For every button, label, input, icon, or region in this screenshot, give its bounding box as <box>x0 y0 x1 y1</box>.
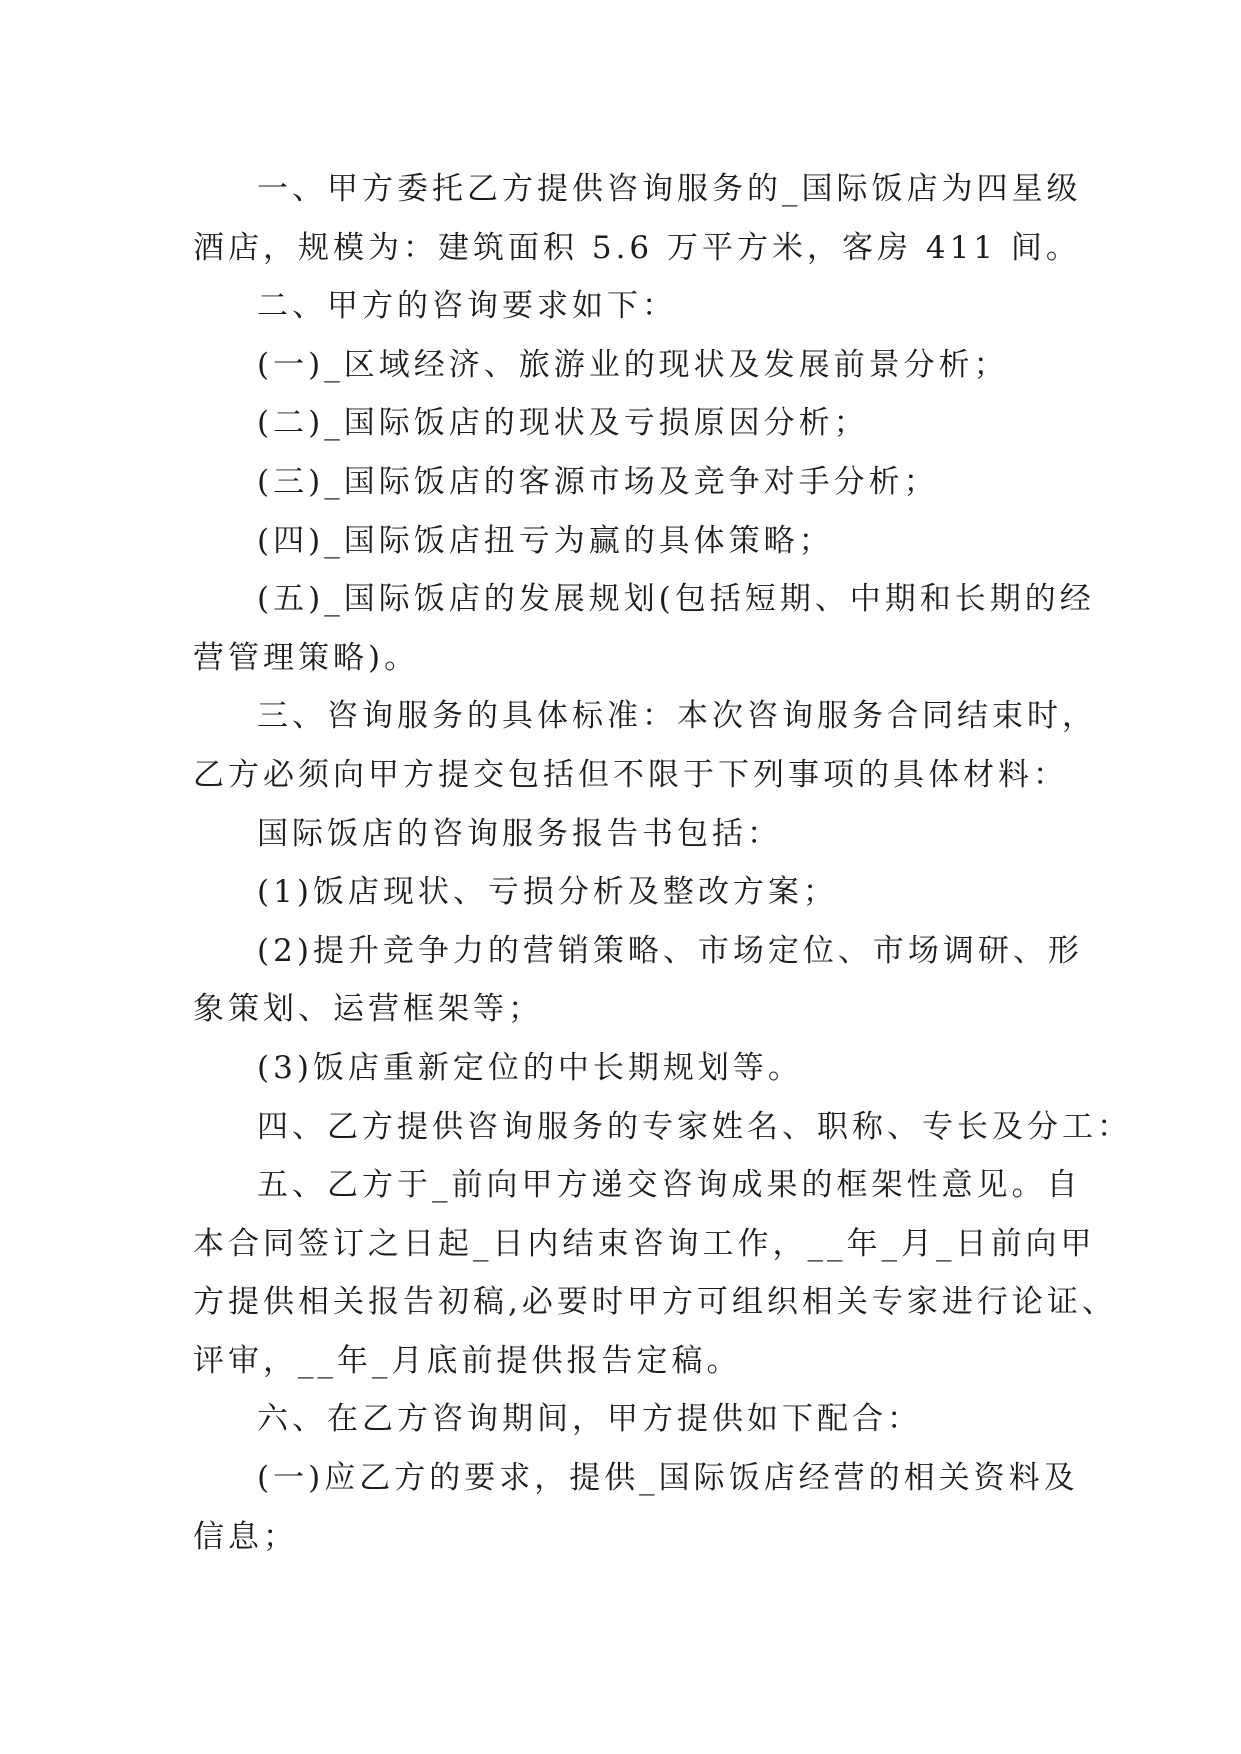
text-line: 乙方必须向甲方提交包括但不限于下列事项的具体材料： <box>193 756 1068 793</box>
document-body <box>193 160 1132 1566</box>
section-heading: 五、乙方于_前向甲方递交咨询成果的框架性意见。自 <box>257 1167 1082 1204</box>
list-item: (2)提升竞争力的营销策略、市场定位、市场调研、形 <box>257 932 1083 969</box>
list-item: (三)_国际饭店的客源市场及竞争对手分析； <box>257 463 939 500</box>
text-line: 评审，__年_月底前提供报告定稿。 <box>193 1342 742 1379</box>
section-heading: 三、咨询服务的具体标准：本次咨询服务合同结束时， <box>257 698 1097 735</box>
list-item: (二)_国际饭店的现状及亏损原因分析； <box>257 405 869 442</box>
section-heading: 四、乙方提供咨询服务的专家姓名、职称、专长及分工： <box>257 1108 1132 1145</box>
text-line: 国际饭店的咨询服务报告书包括： <box>257 815 782 852</box>
text-line: 酒店，规模为：建筑面积 5.6 万平方米，客房 411 间。 <box>193 229 1081 266</box>
section-heading: 六、在乙方咨询期间，甲方提供如下配合： <box>257 1401 922 1438</box>
list-item: (一)_区域经济、旅游业的现状及发展前景分析； <box>257 346 1009 383</box>
list-item: (四)_国际饭店扭亏为赢的具体策略； <box>257 522 834 559</box>
text-line: 营管理策略)。 <box>193 639 420 676</box>
text-line: 信息； <box>193 1518 298 1555</box>
list-item: (五)_国际饭店的发展规划(包括短期、中期和长期的经 <box>257 581 1095 618</box>
text-line: 本合同签订之日起_日内结束咨询工作，__年_月_日前向甲 <box>193 1225 1096 1262</box>
section-heading: 二、甲方的咨询要求如下： <box>257 288 677 325</box>
list-item: (一)应乙方的要求，提供_国际饭店经营的相关资料及 <box>257 1460 1079 1497</box>
text-line: 象策划、运营框架等； <box>193 991 543 1028</box>
text-line: 方提供相关报告初稿,必要时甲方可组织相关专家进行论证、 <box>193 1284 1117 1321</box>
list-item: (1)饭店现状、亏损分析及整改方案； <box>257 874 838 911</box>
text-line: 一、甲方委托乙方提供咨询服务的_国际饭店为四星级 <box>257 171 1082 207</box>
list-item: (3)饭店重新定位的中长期规划等。 <box>257 1049 803 1086</box>
